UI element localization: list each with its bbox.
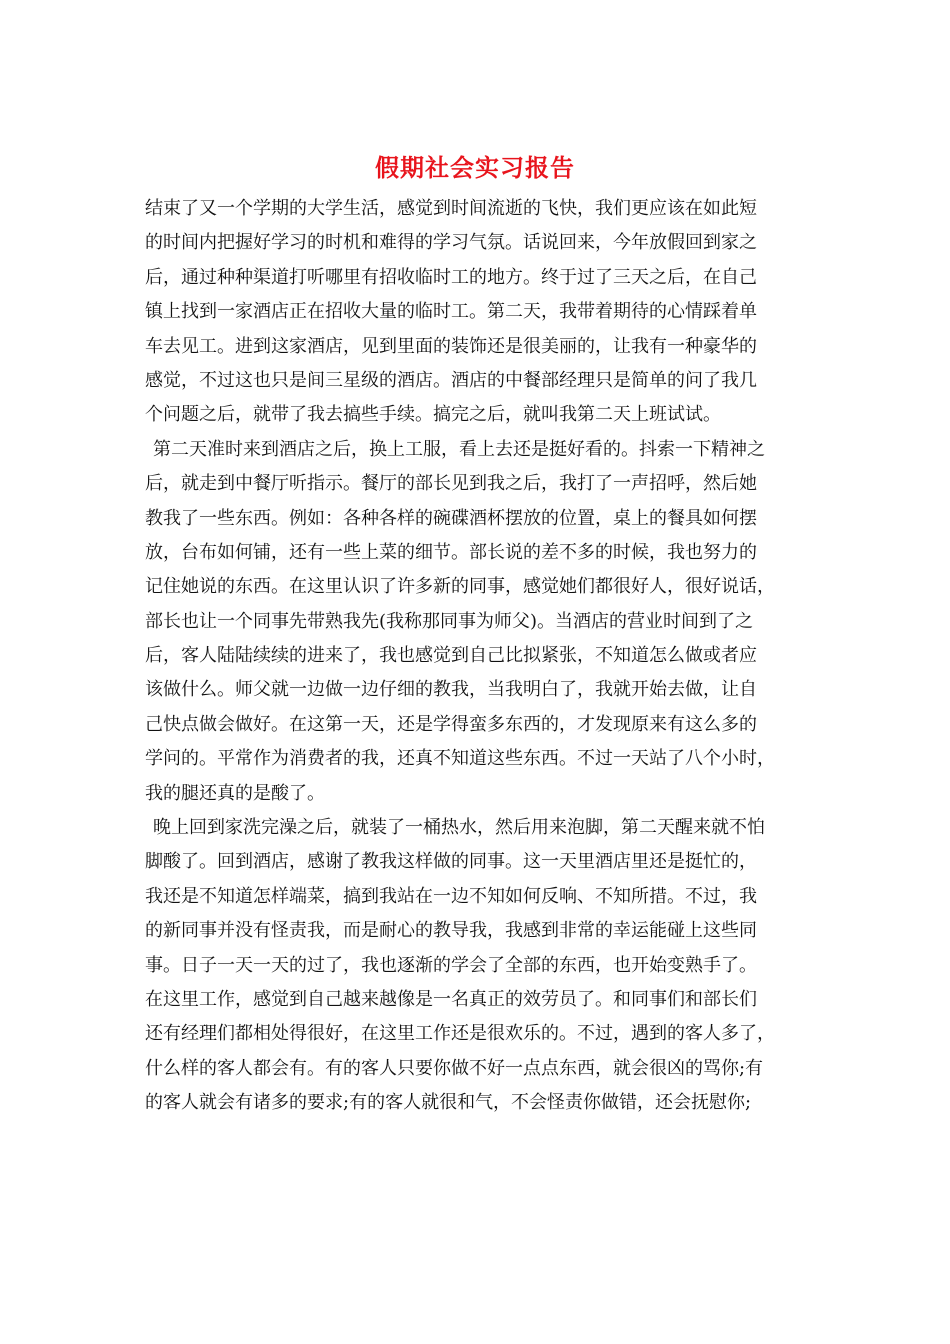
text-line: 该做什么。师父就一边做一边仔细的教我，当我明白了，我就开始去做，让自 <box>145 679 757 701</box>
text-line: 放，台布如何铺，还有一些上菜的细节。部长说的差不多的时候，我也努力的 <box>145 541 757 563</box>
text-line: 镇上找到一家酒店正在招收大量的临时工。第二天，我带着期待的心情踩着单 <box>145 301 757 323</box>
text-line: 教我了一些东西。例如：各种各样的碗碟酒杯摆放的位置，桌上的餐具如何摆 <box>145 507 757 529</box>
text-line: 的客人就会有诸多的要求;有的客人就很和气，不会怪责你做错，还会抚慰你; <box>145 1092 752 1114</box>
text-line: 我的腿还真的是酸了。 <box>145 782 325 804</box>
document-body <box>145 192 815 1121</box>
text-line: 后，通过种种渠道打听哪里有招收临时工的地方。终于过了三天之后，在自己 <box>145 266 757 288</box>
text-line: 个问题之后，就带了我去搞些手续。搞完之后，就叫我第二天上班试试。 <box>145 404 721 426</box>
text-line: 感觉，不过这也只是间三星级的酒店。酒店的中餐部经理只是简单的问了我几 <box>145 369 757 391</box>
text-line: 后，客人陆陆续续的进来了，我也感觉到自己比拟紧张，不知道怎么做或者应 <box>145 645 757 667</box>
text-line: 事。日子一天一天的过了，我也逐渐的学会了全部的东西，也开始变熟手了。 <box>145 954 757 976</box>
text-line: 部长也让一个同事先带熟我先(我称那同事为师父)。当酒店的营业时间到了之 <box>145 610 754 632</box>
text-line: 车去见工。进到这家酒店，见到里面的装饰还是很美丽的，让我有一种豪华的 <box>145 335 757 357</box>
text-line: 的新同事并没有怪责我，而是耐心的教导我，我感到非常的幸运能碰上这些同 <box>145 920 757 942</box>
text-line: 学问的。平常作为消费者的我，还真不知道这些东西。不过一天站了八个小时， <box>145 748 775 770</box>
text-line: 在这里工作，感觉到自己越来越像是一名真正的效劳员了。和同事们和部长们 <box>145 988 757 1010</box>
text-line: 晚上回到家洗完澡之后，就装了一桶热水，然后用来泡脚，第二天醒来就不怕 <box>153 817 765 839</box>
text-line: 脚酸了。回到酒店，感谢了教我这样做的同事。这一天里酒店里还是挺忙的， <box>145 851 757 873</box>
text-line: 结束了又一个学期的大学生活，感觉到时间流逝的飞快，我们更应该在如此短 <box>145 198 757 219</box>
document-title: 假期社会实习报告 <box>375 153 575 182</box>
text-line: 什么样的客人都会有。有的客人只要你做不好一点点东西，就会很凶的骂你;有 <box>145 1057 764 1079</box>
text-line: 第二天准时来到酒店之后，换上工服，看上去还是挺好看的。抖索一下精神之 <box>153 438 765 460</box>
text-line: 后，就走到中餐厅听指示。餐厅的部长见到我之后，我打了一声招呼，然后她 <box>145 473 757 495</box>
text-line: 我还是不知道怎样端菜，搞到我站在一边不知如何反响、不知所措。不过，我 <box>145 885 757 907</box>
text-line: 还有经理们都相处得很好，在这里工作还是很欢乐的。不过，遇到的客人多了， <box>145 1023 775 1045</box>
text-line: 己快点做会做好。在这第一天，还是学得蛮多东西的，才发现原来有这么多的 <box>145 713 757 735</box>
text-line: 记住她说的东西。在这里认识了许多新的同事，感觉她们都很好人，很好说话， <box>145 576 775 598</box>
text-line: 的时间内把握好学习的时机和难得的学习气氛。话说回来，今年放假回到家之 <box>145 232 757 254</box>
